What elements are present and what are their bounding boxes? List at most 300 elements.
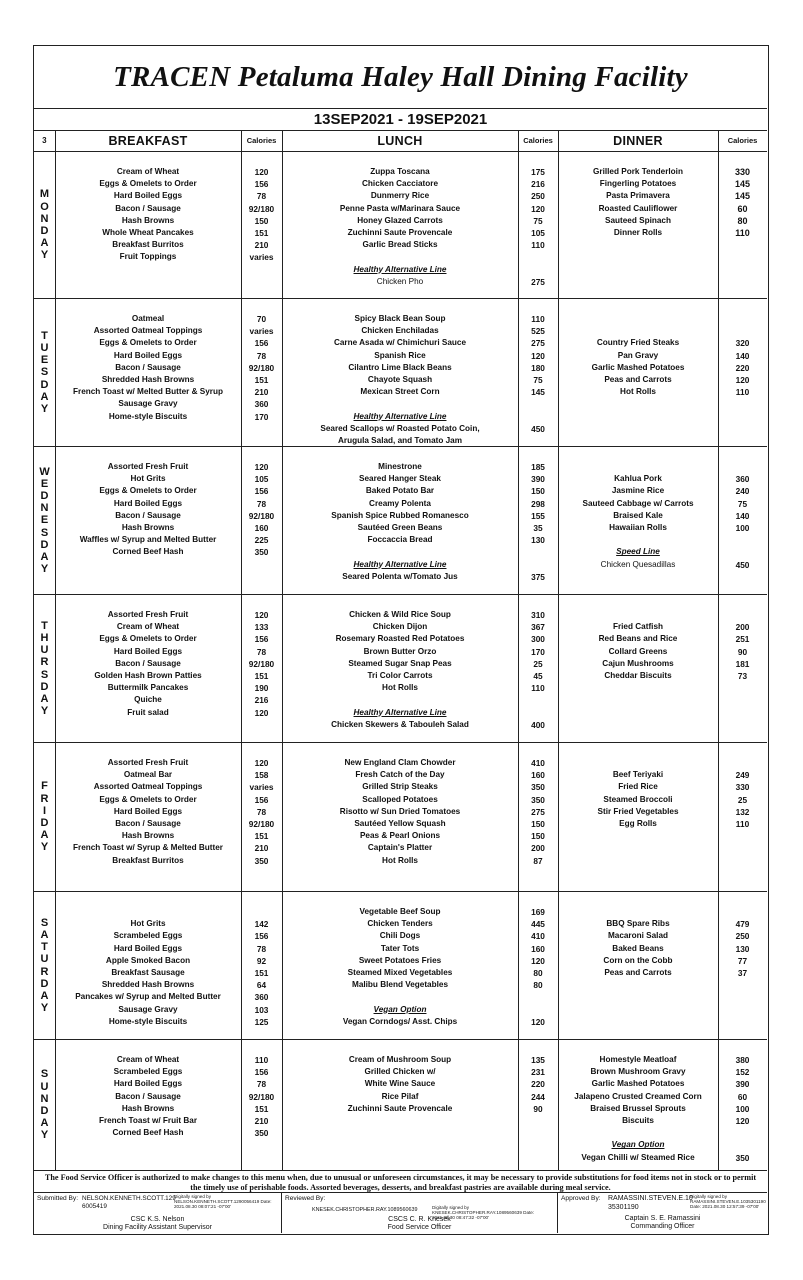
menu-item: Baked Potato Bar — [365, 486, 435, 496]
dinner-calories — [718, 609, 767, 682]
breakfast-items — [55, 1054, 241, 1139]
menu-item: Egg Rolls — [619, 818, 657, 828]
menu-item: Eggs & Omelets to Order — [99, 338, 197, 348]
calorie-value: 45 — [533, 670, 543, 681]
menu-item: Braised Kale — [613, 510, 663, 520]
lunch-calories — [518, 166, 558, 288]
menu-item: Garlic Bread Sticks — [362, 240, 438, 250]
menu-item: Eggs & Omelets to Order — [99, 179, 197, 189]
calorie-value: 410 — [531, 931, 545, 942]
header-dinner-calories: Calories — [718, 130, 767, 152]
section-heading: Vegan Option — [373, 1004, 427, 1014]
menu-item: Biscuits — [622, 1115, 654, 1125]
date-range: 13SEP2021 - 19SEP2021 — [313, 110, 488, 128]
divider — [55, 130, 56, 1171]
menu-item: Grilled Chicken w/ — [364, 1067, 436, 1077]
page-title: TRACEN Petaluma Haley Hall Dining Facility — [113, 60, 688, 93]
menu-item — [558, 906, 718, 918]
calorie-value: 181 — [735, 658, 750, 669]
lunch-calories — [518, 906, 558, 1028]
calorie-value: 390 — [735, 1079, 750, 1090]
calorie-value: 78 — [256, 646, 267, 657]
menu-item: Foccaccia Bread — [367, 535, 433, 545]
day-friday — [34, 743, 767, 892]
menu-item: Oatmeal — [131, 314, 165, 323]
calorie-value — [518, 546, 558, 558]
calorie-value: varies — [249, 326, 274, 337]
breakfast-items — [55, 313, 241, 423]
menu-item: Assorted Oatmeal Toppings — [93, 782, 203, 792]
calorie-value: 78 — [256, 498, 267, 509]
menu-item: Garlic Mashed Potatoes — [591, 1079, 685, 1089]
week-number: 3 — [34, 130, 55, 152]
calorie-value: 120 — [735, 1115, 750, 1126]
menu-item: Fruit Toppings — [119, 252, 177, 262]
calorie-value — [718, 1139, 767, 1151]
lunch-items — [282, 166, 518, 288]
lunch-items — [282, 461, 518, 583]
menu-item: Seared Polenta w/Tomato Jus — [342, 571, 458, 581]
calorie-value: 92/180 — [248, 510, 275, 521]
menu-item: Sautéed Yellow Squash — [354, 818, 446, 828]
breakfast-items — [55, 757, 241, 867]
calorie-value: 160 — [531, 943, 545, 954]
calorie-value: 350 — [531, 782, 545, 793]
calorie-value: 151 — [254, 227, 269, 238]
menu-item: Dinner Rolls — [613, 227, 663, 237]
menu-item: Bacon / Sausage — [115, 510, 181, 520]
menu-item: Arugula Salad, and Tomato Jam — [337, 435, 463, 445]
calorie-value: 156 — [254, 634, 269, 645]
menu-item: Bacon / Sausage — [115, 1091, 181, 1101]
calorie-value: 145 — [734, 179, 751, 190]
signer-name: Captain S. E. Ramassini — [624, 1215, 701, 1222]
calorie-value: varies — [249, 252, 274, 263]
calorie-value: 150 — [254, 215, 269, 226]
calorie-value: 225 — [254, 535, 269, 546]
day-tuesday — [34, 299, 767, 447]
signer-title: Dining Facility Assistant Supervisor — [103, 1224, 212, 1231]
menu-item — [558, 1127, 718, 1139]
calorie-value — [718, 534, 767, 546]
menu-item: Tater Tots — [380, 943, 420, 953]
calorie-value: 135 — [531, 1055, 545, 1065]
dinner-calories — [718, 906, 767, 979]
menu-item: Hot Grits — [130, 919, 166, 929]
menu-item: Peas and Carrots — [604, 374, 672, 384]
menu-item: Hard Boiled Eggs — [113, 350, 183, 360]
dinner-calories — [718, 166, 767, 239]
calorie-value: 70 — [256, 314, 267, 324]
breakfast-items — [55, 461, 241, 559]
calorie-value: 145 — [734, 191, 751, 202]
day-wednesday — [34, 447, 767, 595]
calorie-value: 133 — [254, 622, 269, 633]
menu-sheet — [33, 45, 769, 1235]
menu-item: Hot Rolls — [620, 387, 656, 397]
menu-item: Hard Boiled Eggs — [113, 191, 183, 201]
menu-item: BBQ Spare Ribs — [606, 919, 670, 929]
digital-signature-stamp: Digitally signed by RAMASSINI.STEVEN.E.1035301190 Date: 2021.08.30 12:57:39 -07'00' — [690, 1194, 766, 1209]
calorie-value: 160 — [531, 770, 545, 781]
menu-item: Whole Wheat Pancakes — [102, 227, 194, 237]
menu-item — [282, 546, 518, 558]
menu-item: Quiche — [134, 695, 162, 705]
menu-item: French Toast w/ Fruit Bar — [98, 1115, 198, 1125]
divider — [518, 130, 519, 1171]
menu-item: Hash Browns — [121, 1103, 175, 1113]
calorie-value: 75 — [533, 374, 543, 385]
calorie-value: 240 — [735, 486, 750, 497]
calorie-value: 145 — [531, 387, 545, 398]
calorie-value: 90 — [533, 1103, 543, 1114]
section-heading: Vegan Option — [611, 1140, 665, 1150]
calorie-value — [718, 906, 767, 918]
menu-item — [558, 325, 718, 337]
menu-item — [282, 251, 518, 263]
section-heading: Speed Line — [616, 547, 660, 557]
calorie-value: 142 — [254, 919, 269, 930]
calorie-value — [518, 435, 558, 447]
menu-item: Hard Boiled Eggs — [113, 498, 183, 508]
calorie-value: 275 — [531, 806, 545, 817]
menu-item: Fruit salad — [127, 707, 169, 717]
dinner-calories — [718, 757, 767, 830]
calorie-value: 80 — [737, 215, 748, 226]
menu-item: Shredded Hash Browns — [101, 980, 195, 990]
menu-item: Collard Greens — [608, 646, 668, 656]
calorie-value: 445 — [531, 919, 545, 930]
menu-item: Spanish Spice Rubbed Romanesco — [331, 510, 469, 520]
menu-item: Roasted Cauliflower — [598, 203, 678, 213]
calorie-value: 64 — [256, 980, 267, 991]
menu-item: Eggs & Omelets to Order — [99, 794, 197, 804]
dinner-calories — [718, 1054, 767, 1164]
calorie-value: 231 — [531, 1067, 545, 1078]
calorie-value: 410 — [531, 758, 545, 768]
menu-item: Sautéed Green Beans — [357, 522, 443, 532]
menu-item: Vegan Chilli w/ Steamed Rice — [581, 1152, 695, 1162]
calorie-value: 130 — [531, 535, 545, 546]
menu-item: Hash Browns — [121, 215, 175, 225]
menu-item: Bacon / Sausage — [115, 818, 181, 828]
calorie-value — [518, 411, 558, 423]
divider — [241, 130, 242, 1171]
menu-item: Jasmine Rice — [611, 486, 665, 496]
calorie-value: 216 — [254, 695, 269, 706]
menu-item: Penne Pasta w/Marinara Sauce — [339, 203, 461, 213]
lunch-items — [282, 609, 518, 731]
calorie-value: 298 — [531, 498, 545, 509]
menu-item: Steamed Sugar Snap Peas — [348, 658, 452, 668]
header-breakfast-calories: Calories — [241, 130, 282, 152]
menu-item: Homestyle Meatloaf — [599, 1055, 677, 1064]
dinner-items — [558, 757, 718, 830]
calorie-value: 120 — [254, 610, 269, 620]
lunch-calories — [518, 757, 558, 867]
dinner-items — [558, 313, 718, 398]
calorie-value: 156 — [254, 794, 269, 805]
calorie-value: 151 — [254, 670, 269, 681]
calorie-value: 210 — [254, 240, 269, 251]
dinner-items — [558, 609, 718, 682]
menu-item: Garlic Mashed Potatoes — [591, 362, 685, 372]
menu-item: Cheddar Biscuits — [604, 670, 672, 680]
signer-id: KNESEK.CHRISTOPHER.RAY.1089560639 — [312, 1207, 418, 1213]
calorie-value: 100 — [735, 522, 750, 533]
menu-item: Bacon / Sausage — [115, 658, 181, 668]
menu-item: Corned Beef Hash — [112, 1128, 184, 1138]
calorie-value: 360 — [254, 399, 269, 410]
breakfast-calories — [241, 757, 282, 867]
menu-item: Chicken Enchiladas — [361, 326, 439, 336]
menu-item — [558, 461, 718, 473]
menu-item: Peas and Carrots — [604, 967, 672, 977]
calorie-value: 350 — [531, 794, 545, 805]
calorie-value: 151 — [254, 967, 269, 978]
calorie-value: 110 — [254, 1055, 269, 1065]
menu-item — [282, 991, 518, 1003]
dinner-items — [558, 166, 718, 239]
menu-item: Sauteed Spinach — [605, 215, 671, 225]
menu-item: Risotto w/ Sun Dried Tomatoes — [339, 806, 461, 816]
menu-item: Assorted Oatmeal Toppings — [93, 326, 203, 336]
lunch-items — [282, 313, 518, 447]
calorie-value: 92/180 — [248, 818, 275, 829]
menu-item: Cilantro Lime Black Beans — [348, 362, 452, 372]
calorie-value: 140 — [735, 350, 750, 361]
menu-item: Chicken Dijon — [372, 622, 428, 632]
calorie-value — [718, 313, 767, 325]
calorie-value: 375 — [531, 571, 545, 582]
title-box — [34, 46, 767, 109]
menu-item: Hawaiian Rolls — [609, 522, 667, 532]
calorie-value: 110 — [735, 227, 750, 238]
menu-item: Seared Hanger Steak — [359, 474, 441, 484]
calorie-value: 330 — [735, 782, 750, 793]
menu-item: Hard Boiled Eggs — [113, 943, 183, 953]
menu-item: Oatmeal Bar — [123, 770, 173, 780]
menu-item: Steamed Mixed Vegetables — [347, 967, 453, 977]
menu-item: Steamed Broccoli — [603, 794, 673, 804]
signer-title: Commanding Officer — [630, 1223, 695, 1230]
calorie-value: 151 — [254, 831, 269, 842]
menu-item: Beef Teriyaki — [612, 770, 664, 780]
signer-id-suffix: 35301190 — [608, 1204, 639, 1211]
menu-item: Hot Rolls — [382, 683, 418, 693]
calorie-value: 132 — [735, 806, 750, 817]
calorie-value: 169 — [531, 907, 545, 917]
calorie-value: 450 — [531, 423, 545, 434]
menu-item: Apple Smoked Bacon — [105, 955, 191, 965]
day-name: T U E S D A Y — [40, 329, 49, 415]
calorie-value: 155 — [531, 510, 545, 521]
menu-item: French Toast w/ Melted Butter & Syrup — [73, 387, 223, 397]
calorie-value: 120 — [531, 203, 545, 214]
calorie-value: 25 — [533, 658, 543, 669]
calorie-value: 210 — [254, 843, 269, 854]
menu-item: Country Fried Steaks — [596, 338, 680, 348]
calorie-value — [518, 559, 558, 571]
menu-item — [282, 694, 518, 706]
menu-item: Sausage Gravy — [118, 1004, 178, 1014]
calorie-value: 156 — [254, 931, 269, 942]
menu-item: Scrambeled Eggs — [113, 1067, 183, 1077]
calorie-value: 120 — [254, 707, 269, 718]
calorie-value: 100 — [735, 1103, 750, 1114]
menu-item: Pasta Primavera — [606, 191, 670, 201]
calorie-value: 92/180 — [248, 362, 275, 373]
calorie-value: 210 — [254, 387, 269, 398]
divider — [558, 130, 559, 1171]
calorie-value: 160 — [254, 522, 269, 533]
menu-item: Zuppa Toscana — [370, 167, 430, 176]
lunch-calories — [518, 313, 558, 447]
menu-item: Zuchinni Saute Provencale — [347, 227, 453, 237]
section-heading: Healthy Alternative Line — [353, 559, 447, 569]
menu-item: Sausage Gravy — [118, 399, 178, 409]
calorie-value: 130 — [735, 943, 750, 954]
menu-item: Vegan Corndogs/ Asst. Chips — [342, 1016, 458, 1026]
calorie-value: 150 — [531, 818, 545, 829]
breakfast-items — [55, 166, 241, 264]
calorie-value: 78 — [256, 943, 267, 954]
menu-item: Chicken Pho — [376, 276, 424, 286]
signature-row — [34, 1193, 767, 1233]
calorie-value: 110 — [735, 387, 750, 398]
calorie-value: 216 — [531, 179, 545, 190]
calorie-value: 75 — [533, 215, 543, 226]
signer-name: CSC K.S. Nelson — [130, 1216, 185, 1223]
signature-label: Approved By: — [561, 1195, 601, 1202]
calorie-value: varies — [249, 782, 274, 793]
signer-id: RAMASSINI.STEVEN.E.10 — [608, 1195, 693, 1202]
calorie-value: 77 — [737, 955, 748, 966]
calorie-value — [518, 991, 558, 1003]
menu-item: Brown Mushroom Gravy — [590, 1067, 686, 1077]
menu-item: Cream of Wheat — [116, 622, 180, 632]
calorie-value: 120 — [531, 350, 545, 361]
menu-item: Fried Rice — [618, 782, 658, 792]
signature-approved — [558, 1193, 767, 1233]
calorie-value: 73 — [737, 670, 748, 681]
calorie-value: 350 — [735, 1152, 750, 1163]
calorie-value: 220 — [735, 362, 750, 373]
menu-item: Home-style Biscuits — [108, 1016, 188, 1026]
menu-item: Fried Catfish — [612, 622, 664, 632]
menu-item: Assorted Fresh Fruit — [107, 758, 189, 767]
calorie-value: 150 — [531, 486, 545, 497]
dinner-items — [558, 1054, 718, 1164]
day-name: T H U R S D A Y — [40, 619, 49, 718]
calorie-value — [518, 264, 558, 276]
calorie-value: 156 — [254, 179, 269, 190]
menu-item: Hot Grits — [130, 474, 166, 484]
calorie-value — [241, 906, 282, 918]
menu-item: Sweet Potatoes Fries — [358, 955, 442, 965]
menu-item: New England Clam Chowder — [344, 758, 456, 767]
calorie-value: 80 — [533, 980, 543, 991]
calorie-value: 330 — [734, 167, 751, 177]
menu-item: Chicken Cacciatore — [362, 179, 438, 189]
calorie-value — [518, 398, 558, 410]
calorie-value: 120 — [254, 758, 269, 768]
calorie-value: 78 — [256, 806, 267, 817]
calorie-value: 120 — [531, 955, 545, 966]
breakfast-items — [55, 609, 241, 719]
breakfast-calories — [241, 1054, 282, 1139]
menu-item: Home-style Biscuits — [108, 411, 188, 421]
menu-item: Breakfast Burritos — [112, 855, 184, 865]
menu-item: Corned Beef Hash — [112, 547, 184, 557]
calorie-value: 156 — [254, 486, 269, 497]
lunch-calories — [518, 1054, 558, 1115]
menu-item: Zuchinni Saute Provencale — [347, 1103, 453, 1113]
menu-item: Minestrone — [378, 462, 422, 471]
menu-item: Eggs & Omelets to Order — [99, 634, 197, 644]
calorie-value: 250 — [735, 931, 750, 942]
calorie-value: 210 — [254, 1115, 269, 1126]
menu-item: Corn on the Cobb — [603, 955, 673, 965]
calorie-value: 300 — [531, 634, 545, 645]
calorie-value: 110 — [531, 240, 545, 251]
menu-item: Waffles w/ Syrup and Melted Butter — [79, 535, 217, 545]
dinner-items — [558, 906, 718, 979]
menu-item: Rosemary Roasted Red Potatoes — [335, 634, 465, 644]
day-thursday — [34, 595, 767, 743]
menu-item: Seared Scallops w/ Roasted Potato Coin, — [320, 423, 480, 433]
menu-item: Kahlua Pork — [614, 474, 662, 484]
calorie-value: 185 — [531, 462, 545, 472]
divider — [718, 130, 719, 1171]
signer-title: Food Service Officer — [387, 1224, 452, 1231]
calorie-value: 180 — [531, 362, 545, 373]
breakfast-items — [55, 906, 241, 1028]
header-lunch-calories: Calories — [518, 130, 558, 152]
calorie-value: 92 — [256, 955, 267, 966]
dinner-calories — [718, 461, 767, 571]
calorie-value — [718, 461, 767, 473]
calorie-value: 244 — [531, 1091, 545, 1102]
menu-item: Breakfast Burritos — [112, 240, 184, 250]
menu-item: Hard Boiled Eggs — [113, 646, 183, 656]
menu-item: Vegetable Beef Soup — [359, 907, 441, 916]
calorie-value: 360 — [254, 992, 269, 1003]
header-dinner: DINNER — [558, 130, 718, 152]
calorie-value: 251 — [735, 634, 750, 645]
breakfast-calories — [241, 906, 282, 1028]
calorie-value: 190 — [254, 683, 269, 694]
menu-item: Sauteed Cabbage w/ Carrots — [582, 498, 694, 508]
calorie-value — [718, 325, 767, 337]
menu-item: Pancakes w/ Syrup and Melted Butter — [75, 992, 221, 1002]
calorie-value: 400 — [531, 719, 545, 730]
calorie-value: 110 — [531, 683, 545, 694]
signature-label: Reviewed By: — [285, 1195, 326, 1202]
breakfast-calories — [241, 313, 282, 423]
menu-item: Assorted Fresh Fruit — [107, 610, 189, 619]
menu-item: Dunmerry Rice — [370, 191, 430, 201]
menu-item: Baked Beans — [612, 943, 664, 953]
calorie-value: 120 — [254, 462, 269, 472]
menu-item: Cream of Wheat — [116, 1055, 180, 1064]
calorie-value: 140 — [735, 510, 750, 521]
menu-item: Hash Browns — [121, 831, 175, 841]
calorie-value: 120 — [531, 1016, 545, 1027]
day-monday — [34, 152, 767, 299]
digital-signature-stamp: Digitally signed by NELSON.KENNETH.SCOTT.1290056419 Date: 2021.08.30 08:07:21 -07'00' — [174, 1194, 272, 1209]
calorie-value — [718, 757, 767, 769]
